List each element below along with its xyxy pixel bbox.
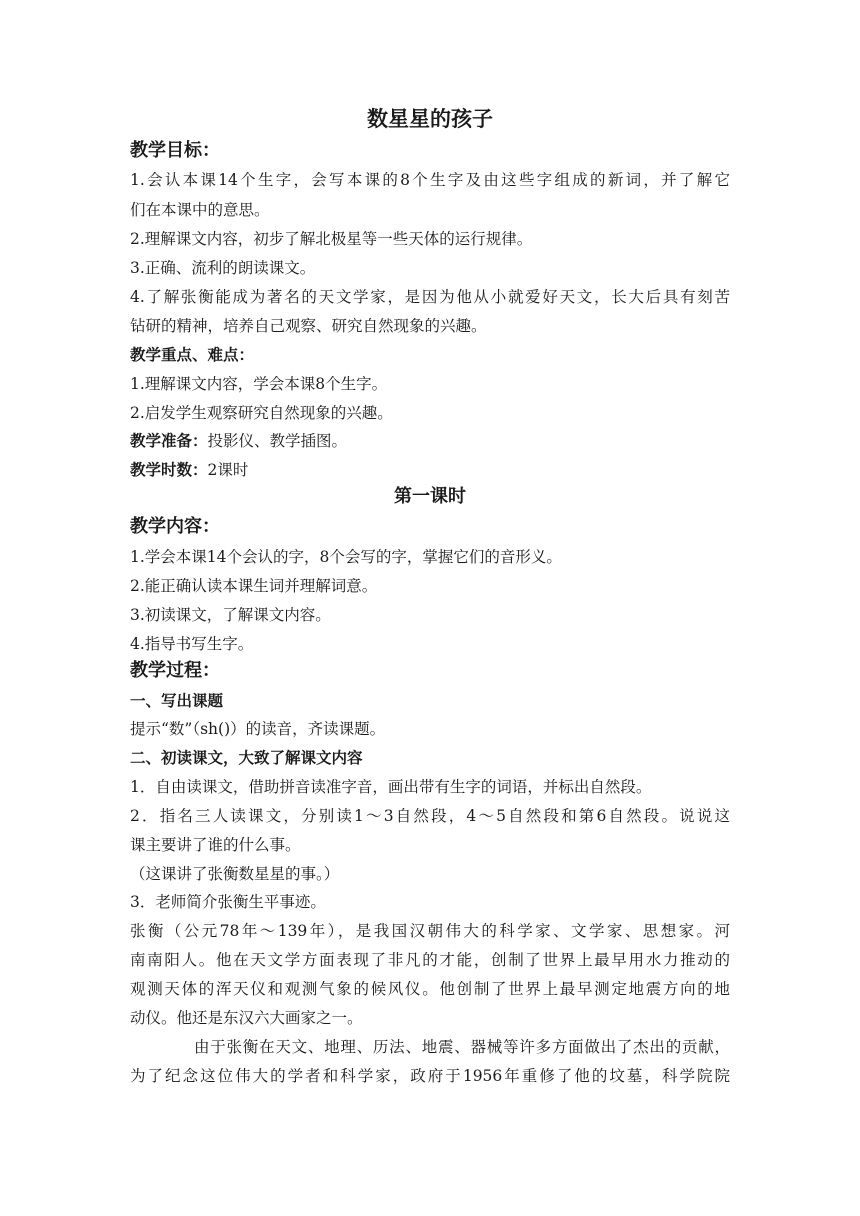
hours-value: 2课时 <box>207 461 249 479</box>
content-heading: 教学内容： <box>130 516 220 537</box>
content-line: 3.初读课文，了解课文内容。 <box>130 606 331 624</box>
step2-line: 由于张衡在天文、地理、历法、地震、器械等许多方面做出了杰出的贡献， <box>194 1038 730 1056</box>
step2-line: 1．自由读课文，借助拼音读准字音，画出带有生字的词语，并标出自然段。 <box>130 778 652 796</box>
step2-line: 动仪。他还是东汉六大画家之一。 <box>130 1009 363 1027</box>
objective-line: 4.了解张衡能成为著名的天文学家，是因为他从小就爱好天文，长大后具有刻苦 <box>130 288 730 306</box>
step2-line: 为了纪念这位伟大的学者和科学家，政府于1956年重修了他的坟墓，科学院院 <box>130 1067 730 1085</box>
key-point-line: 1.理解课文内容，学会本课8个生字。 <box>130 375 388 393</box>
objective-line: 2.理解课文内容，初步了解北极星等一些天体的运行规律。 <box>130 230 533 248</box>
key-point-line: 2.启发学生观察研究自然现象的兴趣。 <box>130 404 393 422</box>
content-line: 4.指导书写生字。 <box>130 635 254 653</box>
process-heading: 教学过程： <box>130 660 220 681</box>
objective-line: 们在本课中的意思。 <box>130 201 270 219</box>
objectives-heading: 教学目标： <box>130 140 220 161</box>
preparation-value: 投影仪、教学插图。 <box>207 432 348 450</box>
content-line: 1.学会本课14个会认的字，8个会写的字，掌握它们的音形义。 <box>130 548 562 566</box>
step1-text: 提示“数”（sh()）的读音，齐读课题。 <box>130 720 386 738</box>
objective-line: 1.会认本课14个生字，会写本课的8个生字及由这些字组成的新词，并了解它 <box>130 171 730 189</box>
step2-line: 2．指名三人读课文，分别读1～3自然段，4～5自然段和第6自然段。说说这 <box>130 807 730 825</box>
content-line: 2.能正确认读本课生词并理解词意。 <box>130 577 378 595</box>
step1-heading: 一、写出课题 <box>130 691 224 710</box>
page-title: 数星星的孩子 <box>367 106 493 131</box>
step2-line: 张衡（公元78年～139年），是我国汉朝伟大的科学家、文学家、思想家。河 <box>130 922 730 940</box>
objective-line: 3.正确、流利的朗读课文。 <box>130 259 316 277</box>
step2-line: 3．老师简介张衡生平事迹。 <box>130 893 326 911</box>
step2-heading: 二、初读课文，大致了解课文内容 <box>130 748 363 767</box>
step2-line: （这课讲了张衡数星星的事。） <box>130 865 340 883</box>
step2-line: 观测天体的浑天仪和观测气象的候风仪。他创制了世界上最早测定地震方向的地 <box>130 980 730 998</box>
key-points-heading: 教学重点、难点： <box>130 345 255 364</box>
preparation-line <box>130 426 730 456</box>
step2-line: 南南阳人。他在天文学方面表现了非凡的才能，创制了世界上最早用水力推动的 <box>130 951 730 969</box>
hours-line <box>130 455 730 485</box>
hours-label: 教学时数： <box>130 460 208 479</box>
objective-line: 钻研的精神，培养自己观察、研究自然现象的兴趣。 <box>130 317 487 335</box>
step2-line: 课主要讲了谁的什么事。 <box>130 836 301 854</box>
lesson-title: 第一课时 <box>394 486 466 507</box>
preparation-label: 教学准备： <box>130 431 208 450</box>
